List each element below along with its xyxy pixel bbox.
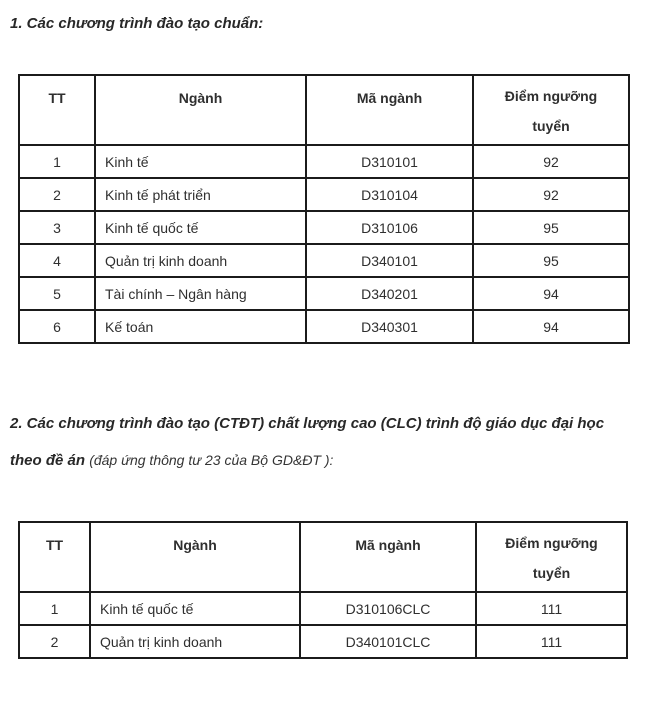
cell-tt: 1 — [19, 592, 90, 625]
cell-diem: 95 — [473, 244, 629, 277]
col-header-diem-line2: tuyển — [532, 118, 570, 134]
cell-ma-nganh: D310106 — [306, 211, 473, 244]
section2-heading-main: 2. Các chương trình đào tạo (CTĐT) chất lượng cao (CLC) trình độ giáo dục đại học theo đề án — [10, 415, 605, 469]
col-header-diem-line2: tuyển — [532, 565, 571, 581]
cell-nganh: Kinh tế — [95, 145, 306, 178]
document-page — [0, 14, 660, 659]
table-header-row — [19, 75, 629, 145]
section2-heading — [10, 406, 632, 479]
cell-tt: 2 — [19, 178, 95, 211]
table-row — [19, 145, 629, 178]
col-header-nganh: Ngành — [90, 522, 300, 592]
cell-nganh: Kinh tế quốc tế — [90, 592, 300, 625]
cell-diem: 92 — [473, 145, 629, 178]
table-row — [19, 178, 629, 211]
cell-ma-nganh: D310101 — [306, 145, 473, 178]
col-header-nganh: Ngành — [95, 75, 306, 145]
section1-heading: 1. Các chương trình đào tạo chuẩn: — [10, 15, 264, 32]
col-header-diem-line1: Điểm ngưỡng — [504, 88, 598, 104]
cell-tt: 4 — [19, 244, 95, 277]
col-header-tt: TT — [19, 522, 90, 592]
cell-nganh: Quản trị kinh doanh — [90, 625, 300, 658]
table-row — [19, 592, 627, 625]
col-header-ma-nganh: Mã ngành — [300, 522, 476, 592]
cell-ma-nganh: D340201 — [306, 277, 473, 310]
cell-nganh: Kế toán — [95, 310, 306, 343]
standard-programs-table — [18, 74, 630, 344]
cell-ma-nganh: D310104 — [306, 178, 473, 211]
cell-ma-nganh: D340101 — [306, 244, 473, 277]
cell-diem: 111 — [476, 625, 627, 658]
col-header-diem-nguong-tuyen — [473, 75, 629, 145]
col-header-diem-nguong-tuyen — [476, 522, 627, 592]
table-row — [19, 625, 627, 658]
cell-nganh: Kinh tế phát triển — [95, 178, 306, 211]
cell-nganh: Quản trị kinh doanh — [95, 244, 306, 277]
cell-diem: 95 — [473, 211, 629, 244]
cell-tt: 1 — [19, 145, 95, 178]
cell-tt: 3 — [19, 211, 95, 244]
section2-heading-note: (đáp ứng thông tư 23 của Bộ GD&ĐT ): — [89, 452, 334, 468]
col-header-diem-line1: Điểm ngưỡng — [505, 535, 598, 551]
table-row — [19, 277, 629, 310]
cell-nganh: Kinh tế quốc tế — [95, 211, 306, 244]
clc-programs-table — [18, 521, 628, 659]
cell-tt: 2 — [19, 625, 90, 658]
cell-diem: 111 — [476, 592, 627, 625]
table-row — [19, 244, 629, 277]
col-header-tt: TT — [19, 75, 95, 145]
cell-diem: 92 — [473, 178, 629, 211]
cell-tt: 6 — [19, 310, 95, 343]
col-header-ma-nganh: Mã ngành — [306, 75, 473, 145]
cell-ma-nganh: D340101CLC — [300, 625, 476, 658]
cell-ma-nganh: D310106CLC — [300, 592, 476, 625]
cell-nganh: Tài chính – Ngân hàng — [95, 277, 306, 310]
cell-ma-nganh: D340301 — [306, 310, 473, 343]
table-row — [19, 310, 629, 343]
cell-diem: 94 — [473, 277, 629, 310]
table-header-row — [19, 522, 627, 592]
table-row — [19, 211, 629, 244]
cell-tt: 5 — [19, 277, 95, 310]
cell-diem: 94 — [473, 310, 629, 343]
